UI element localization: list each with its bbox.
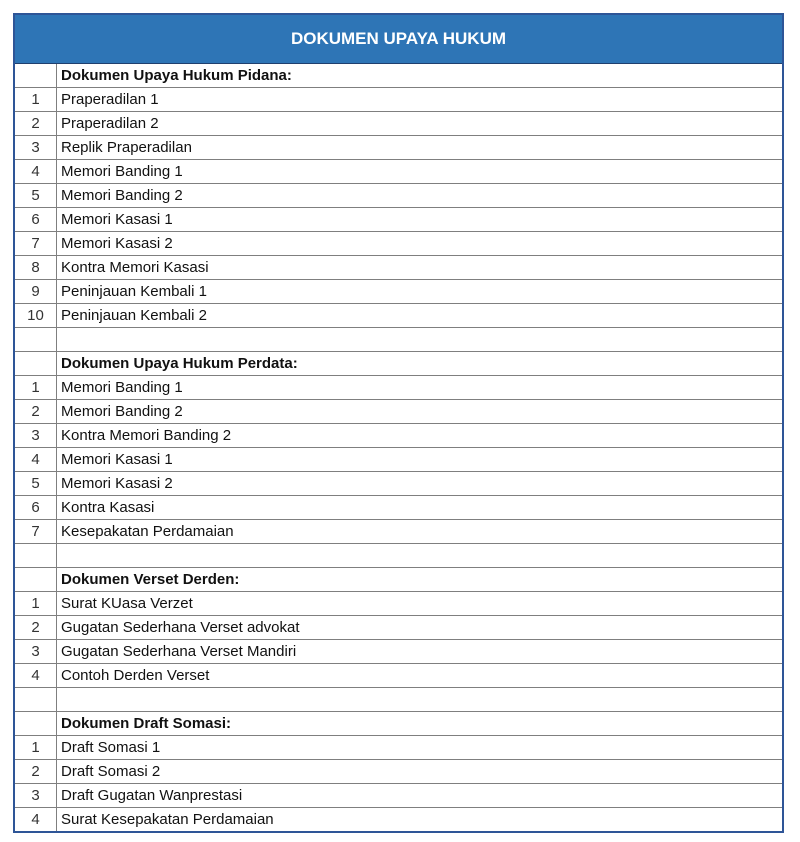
row-number: 6 xyxy=(15,496,57,520)
document-link[interactable]: Kesepakatan Perdamaian xyxy=(57,520,783,544)
document-link[interactable]: Memori Banding 1 xyxy=(57,376,783,400)
document-row[interactable] xyxy=(15,160,782,184)
row-number: 1 xyxy=(15,376,57,400)
row-number: 7 xyxy=(15,232,57,256)
row-number: 3 xyxy=(15,640,57,664)
row-number: 8 xyxy=(15,256,57,280)
row-number: 4 xyxy=(15,448,57,472)
row-number xyxy=(15,688,57,712)
page-title: DOKUMEN UPAYA HUKUM xyxy=(15,15,782,64)
row-number: 2 xyxy=(15,112,57,136)
row-number: 2 xyxy=(15,400,57,424)
spacer-row xyxy=(15,328,782,352)
document-row[interactable] xyxy=(15,472,782,496)
document-link[interactable]: Praperadilan 2 xyxy=(57,112,783,136)
document-link[interactable]: Memori Kasasi 1 xyxy=(57,208,783,232)
row-number: 4 xyxy=(15,160,57,184)
document-link[interactable]: Peninjauan Kembali 2 xyxy=(57,304,783,328)
section-heading-row xyxy=(15,64,782,88)
document-row[interactable] xyxy=(15,400,782,424)
row-number: 9 xyxy=(15,280,57,304)
section-heading-row xyxy=(15,568,782,592)
row-number xyxy=(15,64,57,88)
row-number: 1 xyxy=(15,736,57,760)
document-row[interactable] xyxy=(15,448,782,472)
row-number xyxy=(15,544,57,568)
row-number xyxy=(15,712,57,736)
document-link[interactable]: Praperadilan 1 xyxy=(57,88,783,112)
section-heading-row xyxy=(15,712,782,736)
document-row[interactable] xyxy=(15,304,782,328)
document-row[interactable] xyxy=(15,112,782,136)
document-row[interactable] xyxy=(15,736,782,760)
document-link[interactable]: Memori Banding 2 xyxy=(57,400,783,424)
document-link[interactable]: Surat Kesepakatan Perdamaian xyxy=(57,808,783,832)
document-link[interactable]: Contoh Derden Verset xyxy=(57,664,783,688)
row-number xyxy=(15,568,57,592)
document-link[interactable]: Gugatan Sederhana Verset advokat xyxy=(57,616,783,640)
document-row[interactable] xyxy=(15,496,782,520)
document-row[interactable] xyxy=(15,784,782,808)
document-row[interactable] xyxy=(15,616,782,640)
row-number: 3 xyxy=(15,424,57,448)
document-row[interactable] xyxy=(15,208,782,232)
row-number: 5 xyxy=(15,472,57,496)
document-link[interactable]: Memori Kasasi 2 xyxy=(57,472,783,496)
document-link[interactable]: Memori Kasasi 1 xyxy=(57,448,783,472)
row-number: 3 xyxy=(15,136,57,160)
document-table xyxy=(13,13,784,833)
document-link[interactable]: Draft Gugatan Wanprestasi xyxy=(57,784,783,808)
document-row[interactable] xyxy=(15,520,782,544)
document-link[interactable]: Memori Banding 2 xyxy=(57,184,783,208)
row-number: 2 xyxy=(15,760,57,784)
row-label xyxy=(57,544,783,568)
document-link[interactable]: Kontra Memori Banding 2 xyxy=(57,424,783,448)
row-number: 6 xyxy=(15,208,57,232)
section-heading: Dokumen Verset Derden: xyxy=(57,568,783,592)
document-link[interactable]: Kontra Kasasi xyxy=(57,496,783,520)
row-number xyxy=(15,352,57,376)
document-row[interactable] xyxy=(15,592,782,616)
document-link[interactable]: Memori Kasasi 2 xyxy=(57,232,783,256)
document-row[interactable] xyxy=(15,232,782,256)
section-heading: Dokumen Draft Somasi: xyxy=(57,712,783,736)
document-row[interactable] xyxy=(15,808,782,832)
document-row[interactable] xyxy=(15,280,782,304)
row-number: 3 xyxy=(15,784,57,808)
row-number: 5 xyxy=(15,184,57,208)
document-link[interactable]: Gugatan Sederhana Verset Mandiri xyxy=(57,640,783,664)
row-label xyxy=(57,688,783,712)
row-number: 4 xyxy=(15,664,57,688)
row-number: 4 xyxy=(15,808,57,832)
document-link[interactable]: Draft Somasi 2 xyxy=(57,760,783,784)
document-row[interactable] xyxy=(15,376,782,400)
row-number xyxy=(15,328,57,352)
document-link[interactable]: Memori Banding 1 xyxy=(57,160,783,184)
document-link[interactable]: Draft Somasi 1 xyxy=(57,736,783,760)
row-number: 10 xyxy=(15,304,57,328)
row-number: 1 xyxy=(15,592,57,616)
row-number: 1 xyxy=(15,88,57,112)
document-row[interactable] xyxy=(15,136,782,160)
document-list xyxy=(15,64,782,831)
document-row[interactable] xyxy=(15,640,782,664)
document-row[interactable] xyxy=(15,424,782,448)
document-link[interactable]: Replik Praperadilan xyxy=(57,136,783,160)
spacer-row xyxy=(15,688,782,712)
document-row[interactable] xyxy=(15,184,782,208)
document-row[interactable] xyxy=(15,760,782,784)
row-label xyxy=(57,328,783,352)
row-number: 2 xyxy=(15,616,57,640)
document-link[interactable]: Kontra Memori Kasasi xyxy=(57,256,783,280)
document-link[interactable]: Peninjauan Kembali 1 xyxy=(57,280,783,304)
document-row[interactable] xyxy=(15,664,782,688)
document-row[interactable] xyxy=(15,88,782,112)
section-heading: Dokumen Upaya Hukum Pidana: xyxy=(61,67,292,84)
spacer-row xyxy=(15,544,782,568)
document-link[interactable]: Surat KUasa Verzet xyxy=(57,592,783,616)
section-heading: Dokumen Upaya Hukum Perdata: xyxy=(57,352,783,376)
section-heading-row xyxy=(15,352,782,376)
row-number: 7 xyxy=(15,520,57,544)
document-row[interactable] xyxy=(15,256,782,280)
